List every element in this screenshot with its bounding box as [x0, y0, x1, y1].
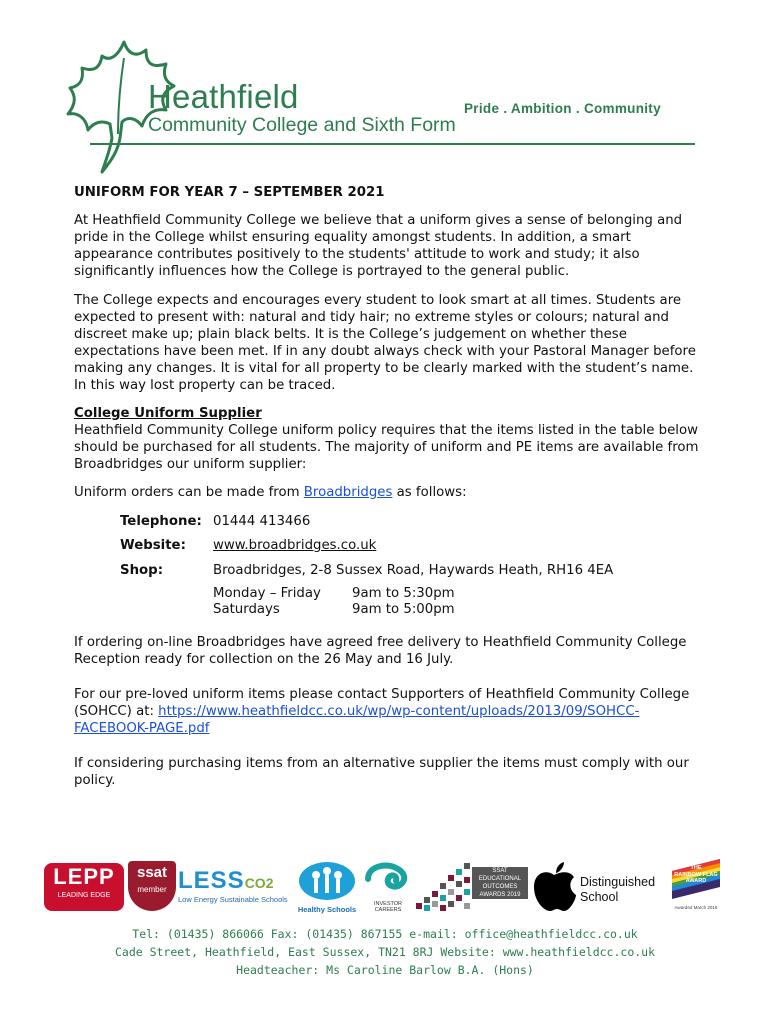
supplier-heading: College Uniform Supplier — [74, 406, 262, 421]
award-line: EDUCATIONAL — [478, 876, 522, 882]
document-title: UNIFORM FOR YEAR 7 – SEPTEMBER 2021 — [74, 185, 385, 200]
expectations-paragraph: The College expects and encourages every student to look smart at all times. Students are expected to present with: natural and tidy hair; no extreme styles or colours; natural and discreet make up; plain black belts. It is the College’s judgement on whether these expectations have been met. If in any doubt always check with your Pastoral Manager before making any changes. It is vital for all property to be clearly marked with the student’s name. In this way lost property can be traced. — [74, 293, 696, 393]
less-logo — [178, 867, 294, 911]
healthy-schools-logo — [296, 859, 358, 915]
rainbow-line: RAINBOW FLAG — [674, 871, 718, 878]
supplier-paragraph: Heathfield Community College uniform policy requires that the items listed in the table below should be purchased for all students. The majority of uniform and PE items are available from Broadbridges our uniform supplier: — [74, 423, 699, 472]
investor-careers-text: INVESTOR CAREERS — [373, 901, 402, 913]
preloved-text: For our pre-loved uniform items please contact Supporters of Heathfield Community College (SOHCC) at: — [74, 687, 690, 719]
orders-text: Uniform orders can be made from — [74, 485, 304, 500]
hours-day: Monday – Friday — [213, 586, 321, 601]
ssat-logo-text: ssat — [136, 864, 168, 881]
broadbridges-link[interactable]: Broadbridges — [303, 485, 393, 500]
website-label: Website: — [120, 538, 186, 553]
award-text-box — [472, 867, 528, 899]
rainbow-flag-award-logo — [668, 857, 724, 917]
footer-address-line: Cade Street, Heathfield, East Sussex, TN21 8RJ Website: www.heathfieldcc.co.uk — [114, 945, 656, 959]
ssat-outcomes-award-logo — [416, 861, 528, 915]
less-logo-text: LESS — [178, 867, 245, 894]
lepp-logo-subtext: LEADING EDGE — [57, 892, 111, 899]
accreditation-logos — [44, 857, 734, 921]
footer-contact-line: Tel: (01435) 866066 Fax: (01435) 867155 e-mail: office@heathfieldcc.co.uk — [132, 927, 638, 941]
hours-time: 9am to 5:30pm — [352, 586, 455, 601]
orders-paragraph — [74, 484, 699, 501]
alternative-supplier-paragraph: If considering purchasing items from an alternative supplier the items must comply with our policy. — [74, 756, 689, 788]
rainbow-line: AWARD — [685, 878, 707, 884]
award-line: SSAT — [492, 868, 508, 874]
investor-careers-icon — [364, 861, 412, 897]
shop-label: Shop: — [120, 563, 164, 578]
school-subtitle: Community College and Sixth Form — [148, 114, 456, 136]
distinguished-line: Distinguished — [580, 875, 656, 889]
rainbow-award-date: Awarded March 2019 — [674, 905, 718, 910]
apple-distinguished-school-logo — [532, 861, 672, 915]
award-pixel-icon — [416, 861, 478, 915]
rainbow-line: THE — [690, 865, 702, 871]
less-logo-co2: CO2 — [244, 875, 274, 891]
sohcc-link[interactable]: https://www.heathfieldcc.co.uk/wp/wp-content/uploads/2013/09/SOHCC-FACEBOOK-PAGE.pdf — [74, 704, 640, 736]
investor-careers-logo — [364, 861, 412, 915]
telephone-value: 01444 413466 — [213, 514, 311, 529]
distinguished-line: School — [580, 890, 619, 904]
award-line: OUTCOMES — [482, 884, 518, 890]
award-line: AWARDS 2019 — [479, 892, 521, 898]
online-delivery-paragraph: If ordering on-line Broadbridges have agreed free delivery to Heathfield Community College Reception ready for collection on the 26 May and 16 July. — [74, 635, 687, 667]
apple-icon — [532, 861, 576, 913]
footer-headteacher-line: Headteacher: Ms Caroline Barlow B.A. (Hons) — [236, 963, 534, 977]
school-name: Heathfield — [148, 78, 299, 115]
header-rule — [90, 143, 695, 145]
less-logo-subtext: Low Energy Sustainable Schools — [178, 895, 288, 904]
ssat-logo-subtext: member — [137, 885, 167, 894]
lepp-logo — [44, 863, 124, 911]
healthy-schools-icon — [296, 859, 358, 901]
distinguished-school-text — [580, 875, 655, 905]
website-value[interactable]: www.broadbridges.co.uk — [213, 538, 377, 553]
hours-day: Saturdays — [213, 602, 280, 617]
rainbow-award-text — [672, 865, 720, 885]
healthy-schools-text: Healthy Schools — [297, 905, 357, 914]
hours-time: 9am to 5:00pm — [352, 602, 455, 617]
intro-paragraph: At Heathfield Community College we believe that a uniform gives a sense of belonging and pride in the College whilst ensuring equality amongst students. In addition, a smart appearance contributes positively to the students' attitude to work and study; it also significantly influences how the College is portrayed to the general public. — [74, 213, 683, 279]
orders-text-end: as follows: — [392, 485, 467, 500]
ssat-member-logo — [128, 861, 176, 911]
lepp-logo-text: LEPP — [53, 864, 115, 889]
shop-value: Broadbridges, 2-8 Sussex Road, Haywards Heath, RH16 4EA — [213, 563, 614, 578]
preloved-paragraph — [74, 686, 699, 737]
telephone-label: Telephone: — [120, 514, 202, 529]
school-tagline: Pride . Ambition . Community — [464, 101, 661, 116]
